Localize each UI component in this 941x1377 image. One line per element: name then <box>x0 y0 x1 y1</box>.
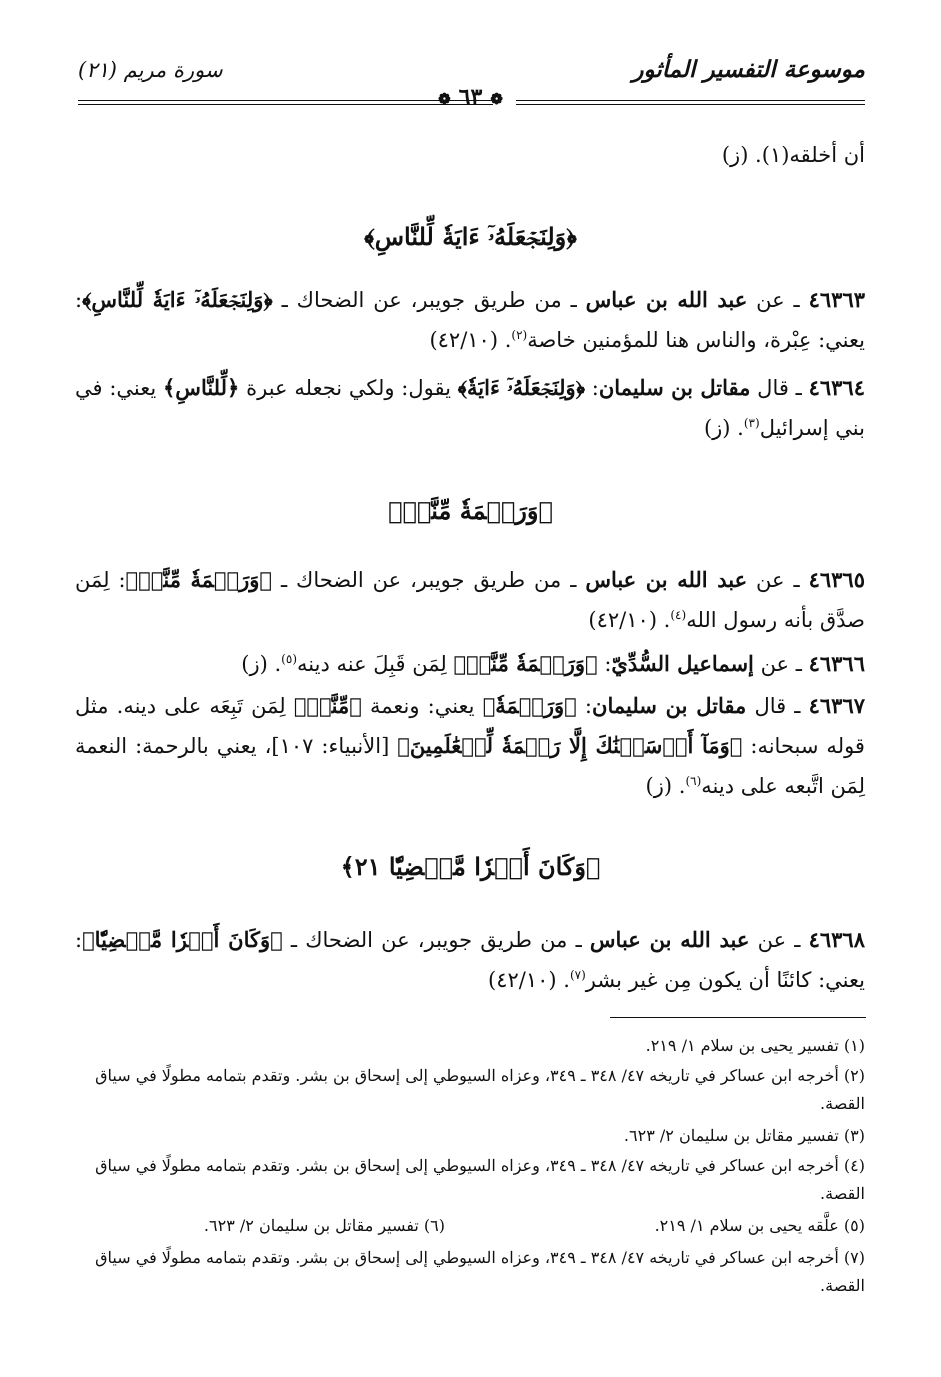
entry-text: . (٤٢/١٠) <box>588 608 671 632</box>
footnote: (٥) علَّقه يحيى بن سلام ١/ ٢١٩. <box>654 1216 865 1235</box>
narration-entry <box>75 686 865 806</box>
quran-quote: ﴿وَرَحۡمَةٗ مِّنَّاۚ﴾ <box>125 567 272 592</box>
ornament-icon: ❁ <box>438 90 451 108</box>
entry-text: يعني: في بني إسرائيل <box>75 376 865 440</box>
entry-text: : يعني: عِبْرة، والناس هنا للمؤمنين خاصة <box>75 288 865 352</box>
entry-text: . (ز) <box>241 652 282 676</box>
entry-text: ـ من طريق جويبر، عن الضحاك ـ <box>282 928 590 952</box>
entry-text: [الأنبياء: ١٠٧]، يعني بالرحمة: النعمة لِمَن اتَّبعه على دينه <box>75 734 865 798</box>
entry-text: : <box>597 652 612 676</box>
surah-label: سورة مريم (٢١) <box>78 58 223 82</box>
book-title: موسوعة التفسير المأثور <box>632 56 865 83</box>
entry-text: ـ قال <box>746 694 809 718</box>
narration-entry <box>75 560 865 640</box>
entry-text: يقول: ولكي نجعله عبرة <box>239 376 458 400</box>
entry-text: لِمَن قَبِلَ عنه دينه <box>297 652 454 676</box>
narration-entry <box>75 644 865 684</box>
entry-text: ـ عن <box>747 568 809 592</box>
footnote-ref[interactable]: (٥) <box>281 652 297 666</box>
entry-text: . (٤٢/١٠) <box>488 968 570 992</box>
narration-entry <box>75 280 865 360</box>
narration-entry <box>75 920 865 1000</box>
quran-quote: ﴿وَكَانَ أَمۡرٗا مَّقۡضِيّٗا﴾ <box>82 927 283 952</box>
footnote-ref[interactable]: (٧) <box>569 968 586 982</box>
footnote-ref[interactable]: (٦) <box>685 774 702 788</box>
narrator-name: عبد الله بن عباس <box>585 287 748 312</box>
verse-heading: ﴿وَرَحۡمَةٗ مِّنَّاۚ﴾ <box>388 496 553 525</box>
verse-heading: ﴿وَكَانَ أَمۡرٗا مَّقۡضِيّٗا ٢١﴾ <box>340 852 601 881</box>
narrator-name: مقاتل بن سليمان <box>592 693 747 718</box>
entry-number: ٤٦٣٦٨ <box>808 927 865 952</box>
page-number: ٦٣ <box>458 84 483 110</box>
footnote: (٤) أخرجه ابن عساكر في تاريخه ٤٧/ ٣٤٨ ـ ٣٤٩، وعزاه السيوطي إلى إسحاق بن بشر. وتقدم بتمامه مطولًا في سياق القصة. <box>95 1156 865 1203</box>
narrator-name: عبد الله بن عباس <box>585 567 748 592</box>
entry-text: . (ز) <box>645 774 686 798</box>
footnote-ref[interactable]: (٤) <box>670 608 687 622</box>
footnote-ref[interactable]: (٣) <box>743 416 760 430</box>
quran-quote: ﴿وَمَآ أَرۡسَلۡنَٰكَ إِلَّا رَحۡمَةٗ لِّلۡعَٰلَمِينَ﴾ <box>397 733 743 758</box>
footnote: (٦) تفسير مقاتل بن سليمان ٢/ ٦٢٣. <box>203 1216 445 1235</box>
entry-text: . (ز) <box>703 416 744 440</box>
entry-text: ـ عن <box>753 652 809 676</box>
entry-text: يعني: ونعمة <box>361 694 483 718</box>
ornament-icon: ❁ <box>490 90 503 108</box>
entry-number: ٤٦٣٦٣ <box>808 287 866 312</box>
quran-quote: ﴿وَرَحۡمَةٗ﴾ <box>482 693 577 718</box>
quran-quote: ﴿وَرَحۡمَةٗ مِّنَّاۚ﴾ <box>453 651 598 676</box>
narration-entry <box>75 368 865 448</box>
footnote: (٧) أخرجه ابن عساكر في تاريخه ٤٧/ ٣٤٨ ـ ٣٤٩، وعزاه السيوطي إلى إسحاق بن بشر. وتقدم بتمامه مطولًا في سياق القصة. <box>95 1248 865 1295</box>
intro-line: أن أخلقه(١). (ز) <box>721 143 865 167</box>
page-number-row <box>0 84 941 110</box>
entry-text: ـ من طريق جويبر، عن الضحاك ـ <box>272 568 586 592</box>
quran-quote: ﴿لِّلنَّاسِ﴾ <box>163 375 240 400</box>
footnote: (٣) تفسير مقاتل بن سليمان ٢/ ٦٢٣. <box>623 1126 865 1145</box>
entry-text: : يعني: كائنًا أن يكون مِن غير بشر <box>75 928 865 992</box>
quran-quote: ﴿مِّنَّاۚ﴾ <box>293 693 362 718</box>
entry-number: ٤٦٣٦٤ <box>808 375 865 400</box>
quran-quote: ﴿وَلِنَجۡعَلَهُۥٓ ءَايَةٗ لِّلنَّاسِ﴾ <box>82 287 273 312</box>
narrator-name: مقاتل بن سليمان <box>598 375 751 400</box>
entry-text: : لِمَن صدَّق بأنه رسول الله <box>75 568 865 632</box>
quran-quote: ﴿وَلِنَجۡعَلَهُۥٓ ءَايَةٗ﴾ <box>457 375 586 400</box>
entry-text: ـ قال <box>750 376 809 400</box>
narrator-name: عبد الله بن عباس <box>589 927 750 952</box>
entry-number: ٤٦٣٦٦ <box>808 651 865 676</box>
footnote-ref[interactable]: (٢) <box>511 328 528 342</box>
verse-heading: ﴿وَلِنَجۡعَلَهُۥٓ ءَايَةٗ لِّلنَّاسِ﴾ <box>364 222 577 251</box>
entry-text: : <box>585 376 599 400</box>
entry-text: . (٤٢/١٠) <box>429 328 512 352</box>
entry-text: ـ من طريق جويبر، عن الضحاك ـ <box>272 288 586 312</box>
footnote-separator <box>610 1017 866 1018</box>
entry-text: لِمَن تَبِعَه على دينه. مثل قوله سبحانه: <box>75 694 865 758</box>
footnote: (١) تفسير يحيى بن سلام ١/ ٢١٩. <box>645 1036 865 1055</box>
footnote: (٢) أخرجه ابن عساكر في تاريخه ٤٧/ ٣٤٨ ـ ٣٤٩، وعزاه السيوطي إلى إسحاق بن بشر. وتقدم بتمامه مطولًا في سياق القصة. <box>95 1066 865 1113</box>
entry-text: : <box>576 694 593 718</box>
narrator-name: إسماعيل السُّدِّيّ <box>611 651 754 676</box>
entry-number: ٤٦٣٦٧ <box>808 693 866 718</box>
entry-number: ٤٦٣٦٥ <box>808 567 865 592</box>
entry-text: ـ عن <box>747 288 809 312</box>
entry-text: ـ عن <box>749 928 809 952</box>
